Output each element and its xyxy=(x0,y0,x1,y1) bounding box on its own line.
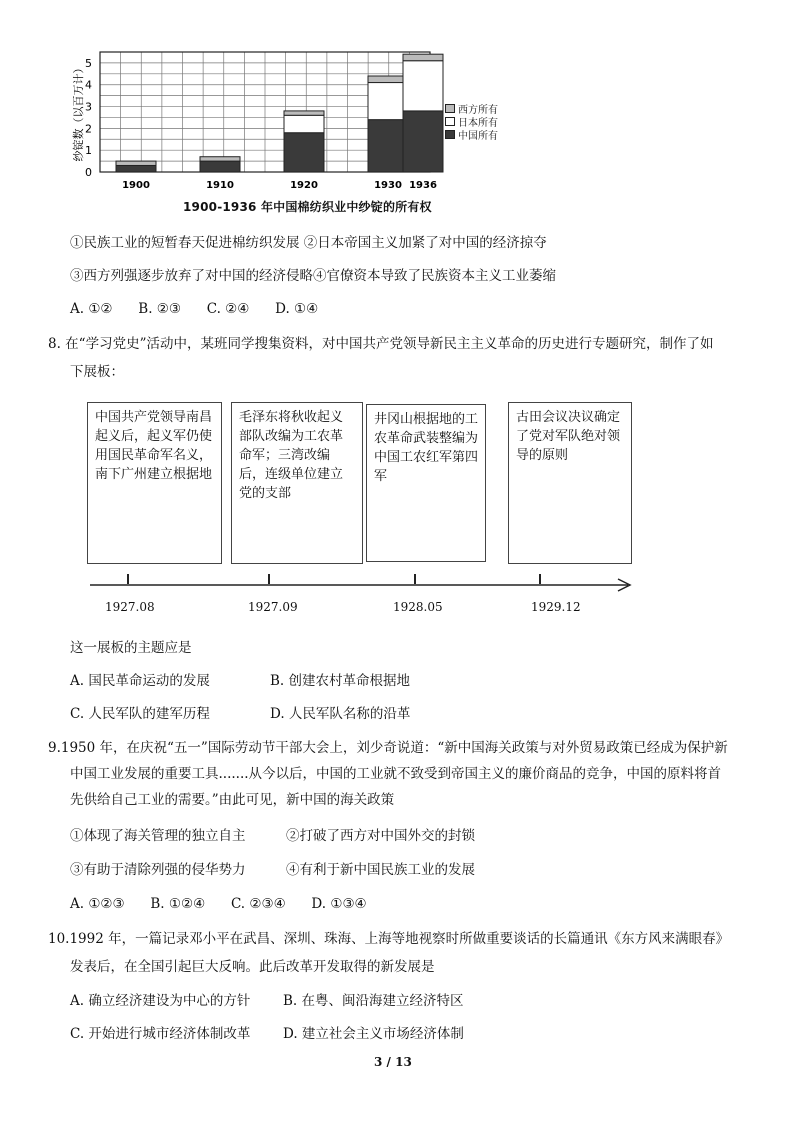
q7-options-line1: ①民族工业的短暂春天促进棉纺织发展 ②日本帝国主义加紧了对中国的经济掠夺 xyxy=(70,235,547,251)
chart-legend xyxy=(445,102,498,141)
bar-china xyxy=(368,120,408,172)
legend-swatch-japan xyxy=(445,117,455,126)
q9-stem-line1: 9.1950 年，在庆祝“五一”国际劳动节干部大会上，刘少奇说道：“新中国海关政策与对外贸易政策已经成为保护新 xyxy=(48,740,728,756)
y-tick-label: 1 xyxy=(85,144,92,158)
y-tick-label: 4 xyxy=(85,78,92,92)
bar-china xyxy=(284,133,324,172)
q8-stem-line2: 下展板： xyxy=(70,364,124,380)
timeline-tick-1 xyxy=(127,574,129,584)
y-tick-label: 0 xyxy=(85,166,92,179)
bar-western xyxy=(368,76,408,83)
q8-stem-line1: 8. 在“学习党史”活动中，某班同学搜集资料，对中国共产党领导新民主主义革命的历史进行专题研究，制作了如 xyxy=(48,336,714,352)
q10-option-a: A. 确立经济建设为中心的方针 xyxy=(70,993,251,1009)
y-tick-label: 3 xyxy=(85,100,92,114)
q10-option-d: D. 建立社会主义市场经济体制 xyxy=(283,1026,464,1042)
bar-western xyxy=(403,54,443,61)
timeline-date-4: 1929.12 xyxy=(531,600,581,614)
timeline-tick-4 xyxy=(539,574,541,584)
q8-option-c: C. 人民军队的建军历程 xyxy=(70,706,210,722)
x-tick-label: 1920 xyxy=(290,180,318,191)
legend-label-western: 西方所有 xyxy=(458,105,498,116)
q9-stem-line3: 先供给自己工业的需要。”由此可见，新中国的海关政策 xyxy=(70,792,395,808)
bar-japan xyxy=(368,83,408,120)
x-tick-label: 1930 xyxy=(374,180,402,191)
exhibit-panel-2: 毛泽东将秋收起义部队改编为工农革命军；三湾改编后，连级单位建立党的支部 xyxy=(231,402,363,564)
q10-stem-line1: 10.1992 年，一篇记录邓小平在武昌、深圳、珠海、上海等地视察时所做重要谈话的长篇通讯《东方风来满眼春》 xyxy=(48,931,730,947)
bar-western xyxy=(116,161,156,165)
exhibit-panel-1: 中国共产党领导南昌起义后，起义军仍使用国民革命军名义，南下广州建立根据地 xyxy=(87,402,222,564)
exhibit-panel-3: 井冈山根据地的工农革命武装整编为中国工农红军第四军 xyxy=(366,404,486,562)
y-axis-label: 纱锭数（以百万计） xyxy=(72,62,85,162)
q9-option-3: ③有助于清除列强的侵华势力 xyxy=(70,862,246,878)
page-number: 3 / 13 xyxy=(374,1055,412,1069)
timeline-axis xyxy=(88,576,638,596)
q8-option-d: D. 人民军队名称的沿革 xyxy=(270,706,411,722)
timeline-date-3: 1928.05 xyxy=(393,600,443,614)
q8-question: 这一展板的主题应是 xyxy=(70,640,192,656)
x-tick-label: 1936 xyxy=(409,180,437,191)
y-tick-label: 2 xyxy=(85,122,92,136)
timeline-tick-2 xyxy=(268,574,270,584)
bar-china xyxy=(403,111,443,172)
x-tick-label: 1900 xyxy=(122,180,150,191)
timeline-date-1: 1927.08 xyxy=(105,600,155,614)
bar-china xyxy=(116,165,156,172)
chart-title: 1900-1936 年中国棉纺织业中纱锭的所有权 xyxy=(183,200,432,214)
q8-option-a: A. 国民革命运动的发展 xyxy=(70,673,210,689)
legend-swatch-china xyxy=(445,130,455,139)
legend-swatch-western xyxy=(445,104,455,113)
q9-answers: A. ①②③ B. ①②④ C. ②③④ D. ①③④ xyxy=(70,896,367,912)
y-tick-label: 5 xyxy=(85,56,92,70)
q9-option-4: ④有利于新中国民族工业的发展 xyxy=(286,862,475,878)
bar-western xyxy=(200,157,240,161)
legend-label-china: 中国所有 xyxy=(458,131,498,142)
legend-label-japan: 日本所有 xyxy=(458,118,498,129)
q9-option-1: ①体现了海关管理的独立自主 xyxy=(70,828,246,844)
bar-japan xyxy=(284,115,324,132)
x-tick-label: 1910 xyxy=(206,180,234,191)
timeline-date-2: 1927.09 xyxy=(248,600,298,614)
bar-western xyxy=(284,111,324,115)
q10-option-b: B. 在粤、闽沿海建立经济特区 xyxy=(283,993,464,1009)
q9-stem-line2: 中国工业发展的重要工具.......从今以后，中国的工业就不致受到帝国主义的廉价商品的竞争，中国的原料将首 xyxy=(70,766,722,782)
q8-option-b: B. 创建农村革命根据地 xyxy=(270,673,411,689)
legend-item-china xyxy=(445,128,498,141)
timeline-tick-3 xyxy=(414,574,416,584)
q9-option-2: ②打破了西方对中国外交的封锁 xyxy=(286,828,475,844)
q10-option-c: C. 开始进行城市经济体制改革 xyxy=(70,1026,251,1042)
q10-stem-line2: 发表后，在全国引起巨大反响。此后改革开发取得的新发展是 xyxy=(70,959,435,975)
chart-svg xyxy=(60,40,460,220)
bar-japan xyxy=(403,61,443,111)
q7-answers: A. ①② B. ②③ C. ②④ D. ①④ xyxy=(70,301,319,317)
exhibit-panel-4: 古田会议决议确定了党对军队绝对领导的原则 xyxy=(508,402,632,564)
bar-china xyxy=(200,161,240,172)
q7-options-line2: ③西方列强逐步放弃了对中国的经济侵略④官僚资本导致了民族资本主义工业萎缩 xyxy=(70,268,556,284)
spindle-ownership-chart xyxy=(60,40,460,220)
